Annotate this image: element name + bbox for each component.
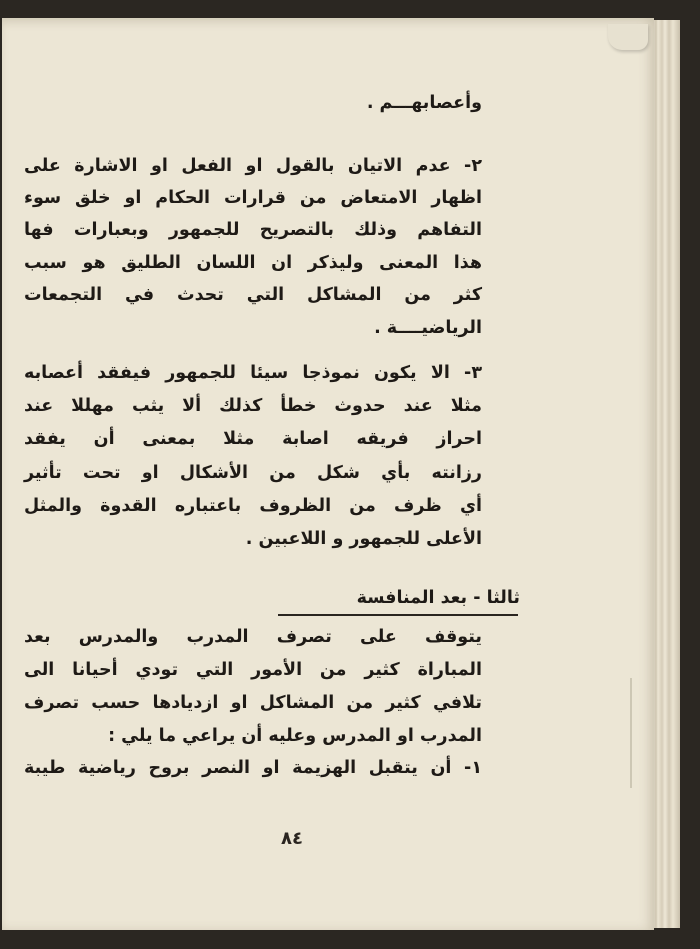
paragraph-1 (24, 88, 482, 118)
section-heading: ثالثا - بعد المنافسة (356, 588, 520, 608)
text-line: يتوقف على تصرف المدرب والمدرس بعد (24, 627, 482, 647)
page-number: ٨٤ (281, 828, 303, 849)
book-page (2, 18, 654, 930)
text-line: المدرب او المدرس وعليه أن يراعي ما يلي : (108, 726, 482, 746)
page-corner-fold (608, 24, 648, 50)
text-line: مثلا عند حدوث خطأ كذلك ألا يثب مهللا عند (24, 396, 482, 416)
text-line: اظهار الامتعاض من قرارات الحكام او خلق سوء (24, 188, 482, 208)
text-line: ١- أن يتقبل الهزيمة او النصر بروح رياضية طيبة (24, 758, 482, 778)
text-line: ٢- عدم الاتيان بالقول او الفعل او الاشارة على (24, 156, 482, 176)
text-line: تلافي كثير من المشاكل او ازديادها حسب تصرف (24, 693, 482, 713)
text-line: كثر من المشاكل التي تحدث في التجمعات (24, 285, 482, 305)
text-line: أي ظرف من الظروف باعتباره القدوة والمثل (24, 496, 482, 516)
text-line: التفاهم وذلك بالتصريح للجمهور وبعبارات فها (24, 220, 482, 240)
page-edge-stack (652, 20, 680, 928)
text-line: الأعلى للجمهور و اللاعبين . (245, 529, 482, 549)
text-line: رزانته بأي شكل من الأشكال او تحت تأثير (24, 463, 482, 483)
margin-mark (630, 678, 632, 788)
text-line: المباراة كثير من الأمور التي تودي أحيانا الى (24, 660, 482, 680)
paragraph-4 (24, 622, 482, 792)
paragraph-3 (24, 358, 482, 548)
text-line: احراز فريقه اصابة مثلا بمعنى أن يفقد (24, 429, 482, 449)
paragraph-2 (24, 151, 482, 341)
text-line: الرياضيــــة . (374, 318, 482, 338)
text-line: ٣- الا يكون نموذجا سيئا للجمهور فيفقد أعصابه (24, 363, 482, 383)
text-line: وأعصابهـــم . (366, 93, 482, 113)
section-heading-underline (278, 614, 518, 616)
text-line: هذا المعنى وليذكر ان اللسان الطليق هو سبب (24, 253, 482, 273)
